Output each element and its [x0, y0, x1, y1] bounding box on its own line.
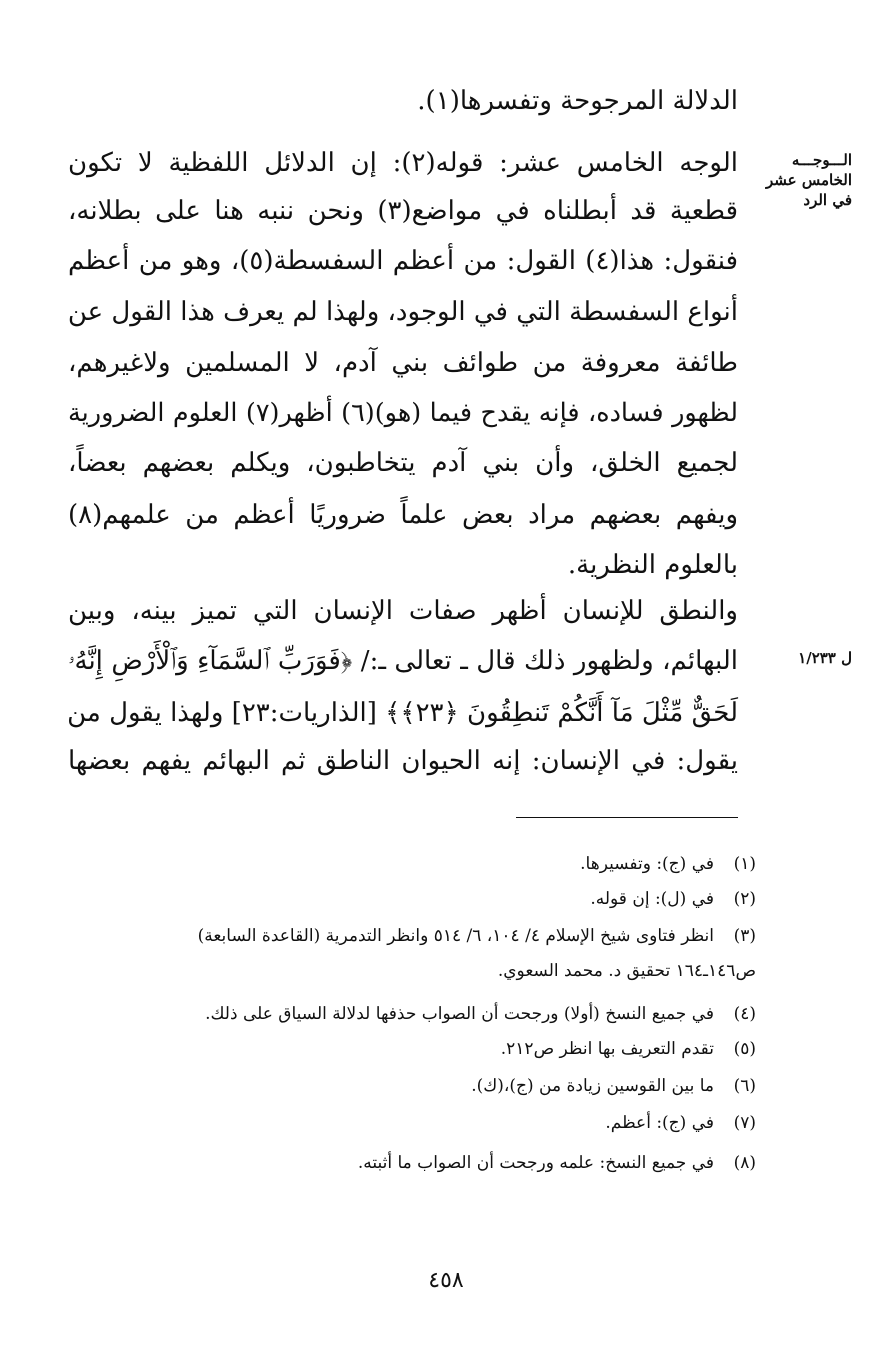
- body-line: يقول: في الإنسان: إنه الحيوان الناطق ثم البهائم يفهم بعضها: [68, 746, 738, 776]
- footnote-number: (٧): [733, 1113, 756, 1133]
- body-line: طائفة معروفة من طوائف بني آدم، لا المسلمين ولاغيرهم،: [68, 348, 738, 378]
- margin-note-section: [754, 150, 852, 210]
- body-line: أنواع السفسطة التي في الوجود، ولهذا لم يعرف هذا القول عن: [67, 297, 738, 327]
- body-line: قطعية قد أبطلناه في مواضع(٣) ونحن ننبه هنا على بطلانه،: [68, 196, 738, 226]
- footnote: [60, 1110, 756, 1136]
- footnote-text: ما بين القوسين زيادة من (ج)،(ك).: [471, 1076, 714, 1096]
- margin-note-line: الـــوجـــه: [791, 151, 852, 169]
- margin-note-line: الخامس عشر: [766, 171, 852, 189]
- body-line: لَحَقٌّ مِّثْلَ مَآ أَنَّكُمْ تَنطِقُونَ ﴿٢٣﴾﴾ [الذاريات:٢٣] ولهذا يقول من: [67, 698, 738, 728]
- footnote-text: انظر فتاوى شيخ الإسلام ٤/ ١٠٤، ٦/ ٥١٤ وانظر التدمرية (القاعدة السابعة): [197, 926, 714, 946]
- footnote-number: (٣): [733, 926, 756, 946]
- footnote-number: (٤): [733, 1004, 756, 1024]
- page-number: ٤٥٨: [428, 1268, 464, 1293]
- footnote-number: (٢): [733, 889, 756, 909]
- footnote-text: في (ل): إن قوله.: [590, 889, 714, 909]
- footnote: [60, 1073, 756, 1099]
- body-line: الوجه الخامس عشر: قوله(٢): إن الدلائل اللفظية لا تكون: [68, 148, 738, 178]
- body-line: فنقول: هذا(٤) القول: من أعظم السفسطة(٥)، وهو من أعظم: [68, 246, 739, 276]
- footnote-number: (٦): [733, 1076, 756, 1096]
- body-line: البهائم، ولظهور ذلك قال ـ تعالى ـ:/ ﴿فَوَرَبِّ ٱلسَّمَآءِ وَٱلْأَرْضِ إِنَّهُۥ: [68, 646, 738, 676]
- footnote: [60, 923, 756, 949]
- footnote-number: (١): [733, 854, 756, 874]
- footnote-text: في جميع النسخ (أولا) ورجحت أن الصواب حذفها لدلالة السياق على ذلك.: [205, 1004, 714, 1024]
- footnote: [60, 1001, 756, 1027]
- body-line: الدلالة المرجوحة وتفسرها(١).: [417, 86, 738, 116]
- footnote-number: (٥): [733, 1039, 756, 1059]
- body-line: لجميع الخلق، وأن بني آدم يتخاطبون، ويكلم بعضهم بعضاً،: [68, 448, 738, 478]
- margin-note-folio: ل ١/٢٣٣: [798, 649, 852, 667]
- footnote-text: تقدم التعريف بها انظر ص٢١٢.: [500, 1039, 714, 1059]
- body-line: ويفهم بعضهم مراد بعض علماً ضروريًا أعظم من علمهم(٨): [68, 500, 738, 530]
- footnote-text: في (ج): وتفسيرها.: [580, 854, 714, 874]
- footnote: [60, 886, 756, 912]
- footnote: [60, 1036, 756, 1062]
- footnote: [60, 1150, 756, 1176]
- body-line: لظهور فساده، فإنه يقدح فيما (هو)(٦) أظهر(٧) العلوم الضرورية: [68, 398, 738, 428]
- footnote-text: في (ج): أعظم.: [605, 1113, 714, 1133]
- footnote: [60, 851, 756, 877]
- body-line: بالعلوم النظرية.: [567, 550, 738, 580]
- footnote-continuation: ص١٤٦ـ١٦٤ تحقيق د. محمد السعوي.: [497, 961, 756, 981]
- footnote-separator: [516, 817, 738, 818]
- footnote-text: في جميع النسخ: علمه ورجحت أن الصواب ما أثبته.: [357, 1153, 714, 1173]
- margin-note-line: في الرد: [803, 191, 852, 209]
- footnote-number: (٨): [733, 1153, 756, 1173]
- body-line: والنطق للإنسان أظهر صفات الإنسان التي تميز بينه، وبين: [68, 596, 738, 626]
